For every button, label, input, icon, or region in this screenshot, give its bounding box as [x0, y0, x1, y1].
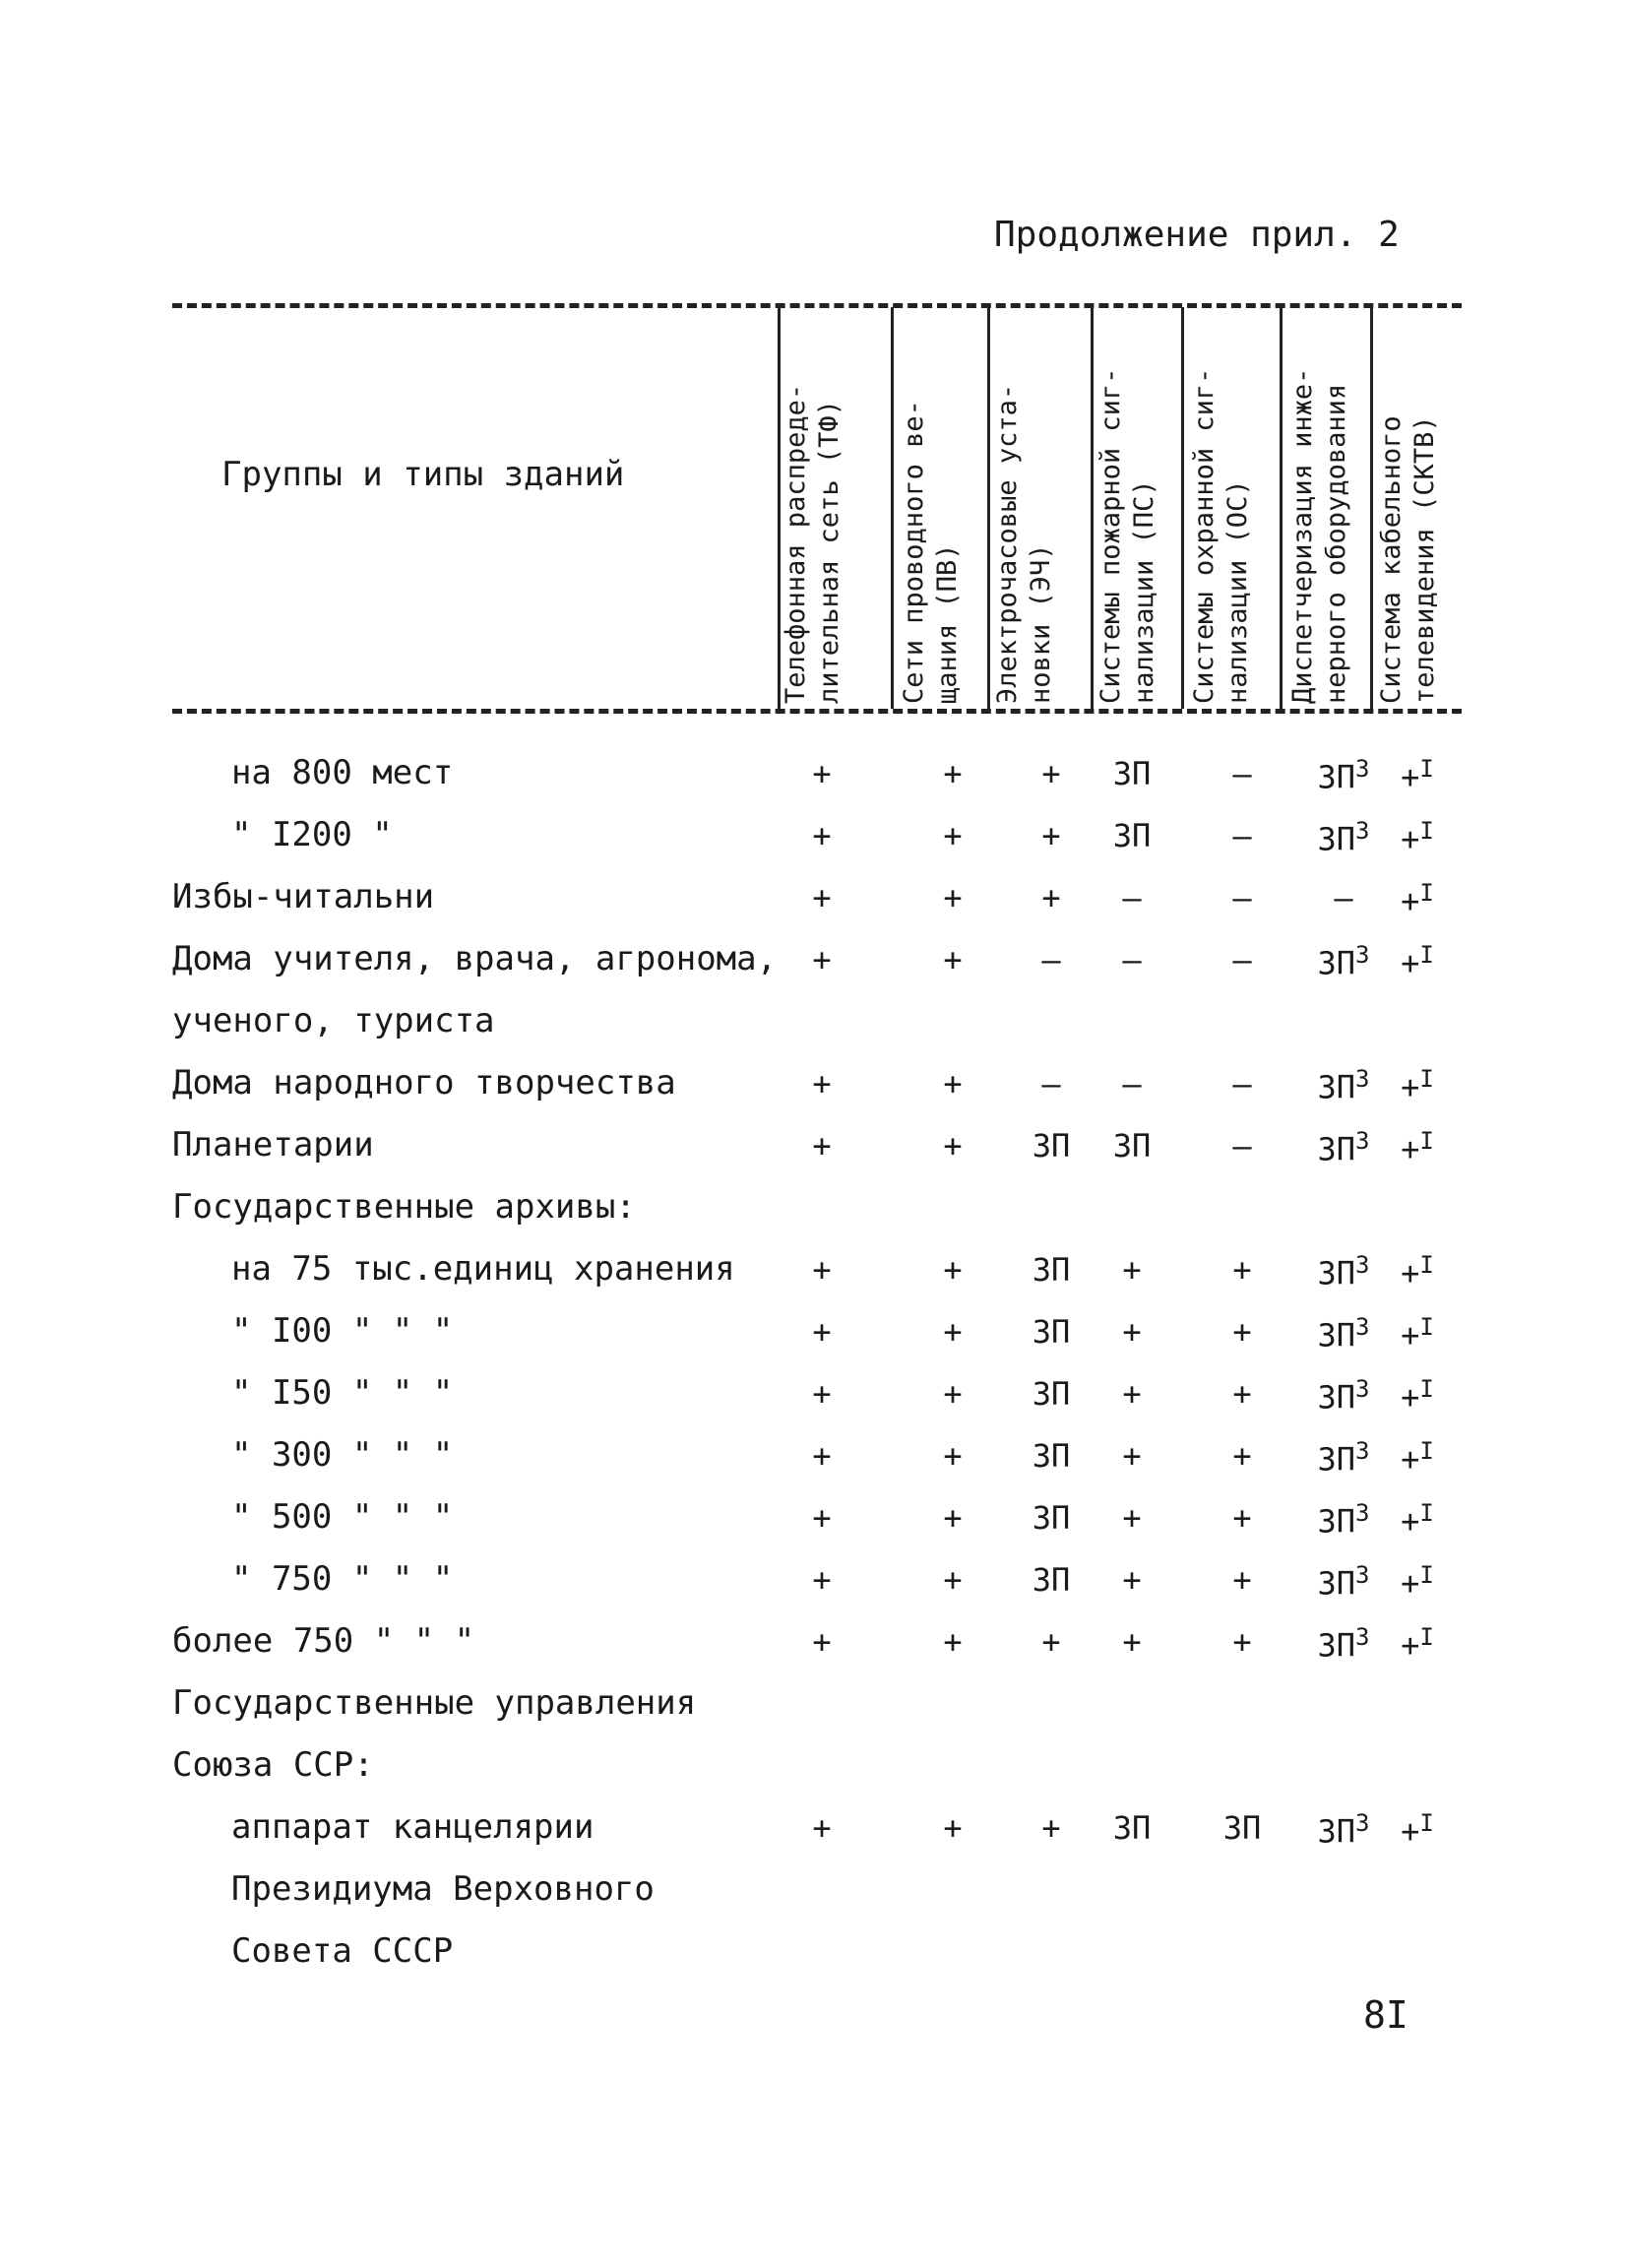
column-separator	[891, 307, 894, 709]
table-cell: ЗП	[1222, 1809, 1262, 1847]
row-label: " 750 " " "	[231, 1559, 454, 1599]
row-label: Избы-читальни	[172, 877, 435, 916]
table-cell: +$^I$	[1401, 755, 1434, 796]
cell-superscript: I	[1419, 1251, 1434, 1279]
table-cell: +	[1122, 1561, 1142, 1599]
cell-superscript: I	[1419, 755, 1434, 783]
column-header-text: Системы пожарной сиг- нализации (ПС)	[1095, 367, 1159, 704]
cell-superscript: I	[1419, 941, 1434, 969]
table-cell: ЗП	[1032, 1313, 1071, 1351]
table-cell: ЗП	[1112, 755, 1152, 792]
table-cell: ЗП	[1032, 1499, 1071, 1537]
table-cell: $ЗП^3$	[1317, 817, 1370, 858]
cell-superscript: 3	[1355, 1561, 1370, 1589]
table-cell: +	[812, 1313, 832, 1351]
table-cell: +	[943, 1809, 963, 1847]
table-cell: +$^I$	[1401, 1561, 1434, 1603]
table-cell: $ЗП^3$	[1317, 1499, 1370, 1541]
table-cell: +$^I$	[1401, 879, 1434, 920]
table-cell: +$^I$	[1401, 1375, 1434, 1417]
cell-superscript: 3	[1355, 1127, 1370, 1155]
row-label: более 750 " " "	[172, 1621, 475, 1661]
table-cell: +	[812, 1437, 832, 1475]
column-separator	[1181, 307, 1184, 709]
table-cell: +	[1041, 1623, 1061, 1661]
table-cell: $ЗП^3$	[1317, 1127, 1370, 1168]
table-cell: –	[1232, 941, 1252, 978]
cell-superscript: I	[1419, 817, 1434, 845]
row-label: " 500 " " "	[231, 1497, 454, 1537]
cell-superscript: 3	[1355, 941, 1370, 969]
table-cell: +$^I$	[1401, 1809, 1434, 1851]
table-cell: $ЗП^3$	[1317, 1809, 1370, 1851]
table-cell: +$^I$	[1401, 1313, 1434, 1354]
table-cell: +	[812, 1623, 832, 1661]
table-cell: $ЗП^3$	[1317, 1065, 1370, 1106]
column-header-text: Диспетчеризация инже- нерного оборудования	[1287, 367, 1351, 704]
cell-superscript: 3	[1355, 1251, 1370, 1279]
table-cell: +	[1122, 1623, 1142, 1661]
table-cell: +	[1232, 1437, 1252, 1475]
table-cell: +	[1232, 1561, 1252, 1599]
cell-superscript: I	[1419, 1127, 1434, 1155]
table-cell: +	[1041, 755, 1061, 792]
table-cell: +	[812, 941, 832, 978]
column-separator	[1091, 307, 1094, 709]
table-cell: ЗП	[1032, 1375, 1071, 1413]
cell-superscript: I	[1419, 1375, 1434, 1403]
column-header-text: Электрочасовые уста- новки (ЭЧ)	[992, 383, 1056, 704]
table-cell: +	[943, 817, 963, 854]
table-cell: +	[943, 879, 963, 916]
cell-superscript: 3	[1355, 1809, 1370, 1837]
table-cell: $ЗП^3$	[1317, 1313, 1370, 1354]
table-cell: +	[943, 755, 963, 792]
row-label: " I00 " " "	[231, 1311, 454, 1351]
page-heading: Продолжение прил. 2	[994, 215, 1400, 255]
table-cell: +$^I$	[1401, 941, 1434, 982]
table-cell: –	[1122, 879, 1142, 916]
table-cell: +	[812, 1375, 832, 1413]
cell-superscript: I	[1419, 1809, 1434, 1837]
row-label: ученого, туриста	[172, 1001, 495, 1040]
table-cell: $ЗП^3$	[1317, 1561, 1370, 1603]
table-cell: +	[812, 1251, 832, 1289]
table-cell: +	[1122, 1375, 1142, 1413]
table-cell: ЗП	[1032, 1127, 1071, 1165]
cell-superscript: 3	[1355, 755, 1370, 783]
table-cell: +	[812, 879, 832, 916]
row-label: Президиума Верховного	[231, 1869, 655, 1909]
table-cell: +	[943, 1127, 963, 1165]
row-label: Дома народного творчества	[172, 1063, 676, 1102]
table-cell: +	[1122, 1251, 1142, 1289]
table-cell: –	[1041, 941, 1061, 978]
cell-superscript: I	[1419, 879, 1434, 907]
cell-superscript: 3	[1355, 1499, 1370, 1527]
row-label: Государственные управления	[172, 1683, 697, 1723]
table-cell: –	[1122, 941, 1142, 978]
table-cell: +	[812, 1499, 832, 1537]
row-label: Дома учителя, врача, агронома,	[172, 939, 778, 978]
table-cell: +$^I$	[1401, 1437, 1434, 1479]
cell-superscript: I	[1419, 1561, 1434, 1589]
table-cell: +	[1041, 1809, 1061, 1847]
column-separator	[1370, 307, 1373, 709]
cell-superscript: 3	[1355, 1437, 1370, 1465]
table-cell: +$^I$	[1401, 1499, 1434, 1541]
table-cell: +	[943, 1623, 963, 1661]
table-cell: +	[812, 755, 832, 792]
cell-superscript: I	[1419, 1437, 1434, 1465]
table-cell: ЗП	[1032, 1437, 1071, 1475]
row-label: " I200 "	[231, 815, 393, 854]
page-number: 8I	[1363, 1993, 1408, 2037]
table-cell: $ЗП^3$	[1317, 1251, 1370, 1292]
table-cell: ЗП	[1032, 1561, 1071, 1599]
row-label: Планетарии	[172, 1125, 374, 1165]
column-separator	[987, 307, 990, 709]
table-cell: +$^I$	[1401, 1623, 1434, 1665]
table-cell: $ЗП^3$	[1317, 1623, 1370, 1665]
table-cell: +	[812, 1065, 832, 1102]
table-cell: –	[1122, 1065, 1142, 1102]
table-cell: –	[1232, 1127, 1252, 1165]
row-label: " 300 " " "	[231, 1435, 454, 1475]
table-cell: ЗП	[1112, 817, 1152, 854]
cell-superscript: I	[1419, 1313, 1434, 1341]
row-label: Союза ССР:	[172, 1745, 374, 1785]
cell-superscript: 3	[1355, 1623, 1370, 1651]
table-cell: +	[943, 1375, 963, 1413]
table-cell: +	[943, 1499, 963, 1537]
row-label: на 800 мест	[231, 753, 454, 792]
table-cell: +$^I$	[1401, 1251, 1434, 1292]
table-cell: +	[812, 1127, 832, 1165]
table-cell: +	[943, 1251, 963, 1289]
column-header-text: Телефонная распреде- лительная сеть (ТФ)	[781, 383, 845, 704]
row-label: аппарат канцелярии	[231, 1807, 594, 1847]
column-header-text: Сети проводного ве- щания (ПВ)	[899, 400, 963, 704]
table-cell: +	[1232, 1375, 1252, 1413]
table-cell: ЗП	[1112, 1127, 1152, 1165]
table-cell: –	[1334, 879, 1353, 916]
column-header-text: Система кабельного телевидения (СКТВ)	[1376, 415, 1440, 704]
table-cell: +$^I$	[1401, 817, 1434, 858]
table-cell: +	[943, 1437, 963, 1475]
table-cell: –	[1232, 755, 1252, 792]
row-label: Совета СССР	[231, 1931, 454, 1971]
table-cell: +	[1041, 817, 1061, 854]
table-cell: +	[812, 817, 832, 854]
cell-superscript: 3	[1355, 1313, 1370, 1341]
cell-superscript: I	[1419, 1623, 1434, 1651]
table-cell: $ЗП^3$	[1317, 1437, 1370, 1479]
table-cell: +	[943, 941, 963, 978]
table-top-rule	[172, 303, 1462, 308]
table-cell: +	[943, 1065, 963, 1102]
table-cell: ЗП	[1112, 1809, 1152, 1847]
table-cell: –	[1232, 1065, 1252, 1102]
table-cell: +	[943, 1313, 963, 1351]
table-cell: +	[812, 1809, 832, 1847]
cell-superscript: I	[1419, 1499, 1434, 1527]
table-cell: +	[1232, 1251, 1252, 1289]
cell-superscript: 3	[1355, 1065, 1370, 1093]
cell-superscript: 3	[1355, 817, 1370, 845]
row-label: на 75 тыс.единиц хранения	[231, 1249, 735, 1289]
cell-superscript: 3	[1355, 1375, 1370, 1403]
group-column-header: Группы и типы зданий	[221, 455, 625, 494]
table-cell: +	[1232, 1623, 1252, 1661]
table-cell: –	[1041, 1065, 1061, 1102]
table-cell: +	[812, 1561, 832, 1599]
table-cell: +	[1232, 1499, 1252, 1537]
table-cell: $ЗП^3$	[1317, 755, 1370, 796]
table-header-rule	[172, 709, 1462, 714]
column-separator	[1280, 307, 1283, 709]
table-cell: –	[1232, 817, 1252, 854]
table-cell: +	[1122, 1437, 1142, 1475]
table-cell: +$^I$	[1401, 1065, 1434, 1106]
table-cell: $ЗП^3$	[1317, 941, 1370, 982]
row-label: Государственные архивы:	[172, 1187, 636, 1227]
table-cell: +	[1122, 1499, 1142, 1537]
row-label: " I50 " " "	[231, 1373, 454, 1413]
table-cell: +	[1041, 879, 1061, 916]
table-cell: ЗП	[1032, 1251, 1071, 1289]
table-cell: +$^I$	[1401, 1127, 1434, 1168]
column-header-text: Системы охранной сиг- нализации (ОС)	[1189, 367, 1253, 704]
table-cell: +	[1232, 1313, 1252, 1351]
cell-superscript: I	[1419, 1065, 1434, 1093]
table-cell: –	[1232, 879, 1252, 916]
table-cell: +	[943, 1561, 963, 1599]
table-cell: $ЗП^3$	[1317, 1375, 1370, 1417]
table-cell: +	[1122, 1313, 1142, 1351]
